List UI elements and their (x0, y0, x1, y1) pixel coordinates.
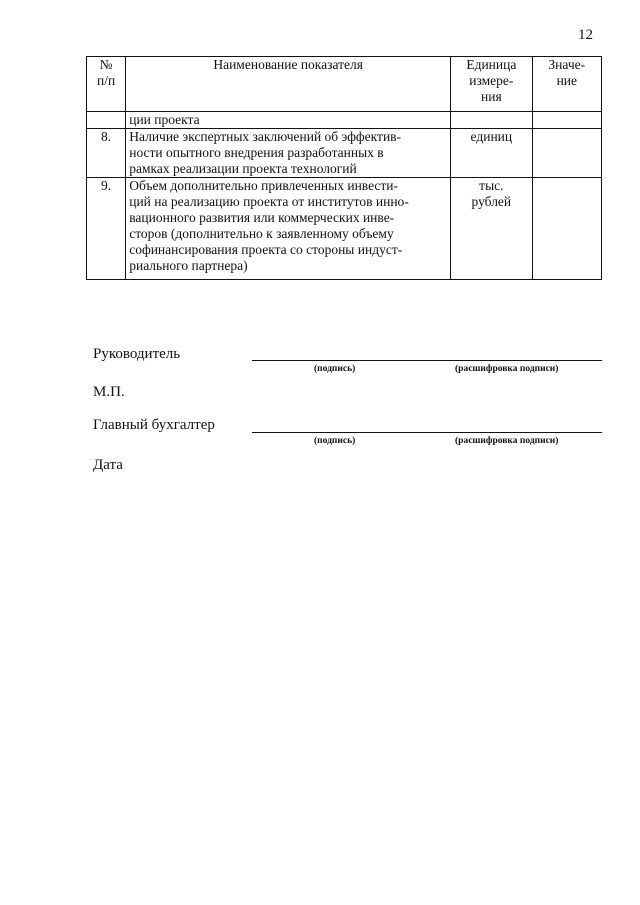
header-indicator-name: Наименование показателя (126, 57, 451, 112)
row-number-cell: 8. (87, 129, 126, 178)
stamp-label: М.П. (93, 384, 125, 400)
header-number: № п/п (87, 57, 126, 112)
accountant-label: Главный бухгалтер (93, 417, 215, 433)
head-decode-hint: (расшифровка подписи) (455, 364, 559, 374)
accountant-signature-hint: (подпись) (314, 436, 356, 446)
accountant-decode-hint: (расшифровка подписи) (455, 436, 559, 446)
indicators-table (86, 56, 602, 280)
table-header-row (87, 57, 602, 112)
row-name-cell: Объем дополнительно привлеченных инвести- ций на реализацию проекта от институтов инно- вационного развития или коммерческих инве- сторов (дополнительно к заявленному объему софинансирования проекта со стороны индуст- риального партнера) (126, 178, 451, 280)
head-label: Руководитель (93, 346, 181, 362)
row-value-cell[interactable] (532, 178, 601, 280)
page-number: 12 (578, 27, 593, 43)
row-name-cell: Наличие экспертных заключений об эффектив- ности опытного внедрения разработанных в рамках реализации проекта технологий (126, 129, 451, 178)
head-signature-hint: (подпись) (314, 364, 356, 374)
date-label: Дата (93, 457, 123, 473)
row-number-cell (87, 112, 126, 129)
table-row (87, 129, 602, 178)
row-value-cell[interactable] (532, 129, 601, 178)
row-value-cell[interactable] (532, 112, 601, 129)
table-row (87, 112, 602, 129)
row-unit-cell: тыс. рублей (451, 178, 532, 280)
header-value: Значе- ние (532, 57, 601, 112)
table-row (87, 178, 602, 280)
row-unit-cell: единиц (451, 129, 532, 178)
head-signature-line[interactable] (252, 360, 602, 361)
row-unit-cell (451, 112, 532, 129)
row-number-cell: 9. (87, 178, 126, 280)
header-unit: Единица измере- ния (451, 57, 532, 112)
row-name-cell: ции проекта (126, 112, 451, 129)
accountant-signature-line[interactable] (252, 432, 602, 433)
